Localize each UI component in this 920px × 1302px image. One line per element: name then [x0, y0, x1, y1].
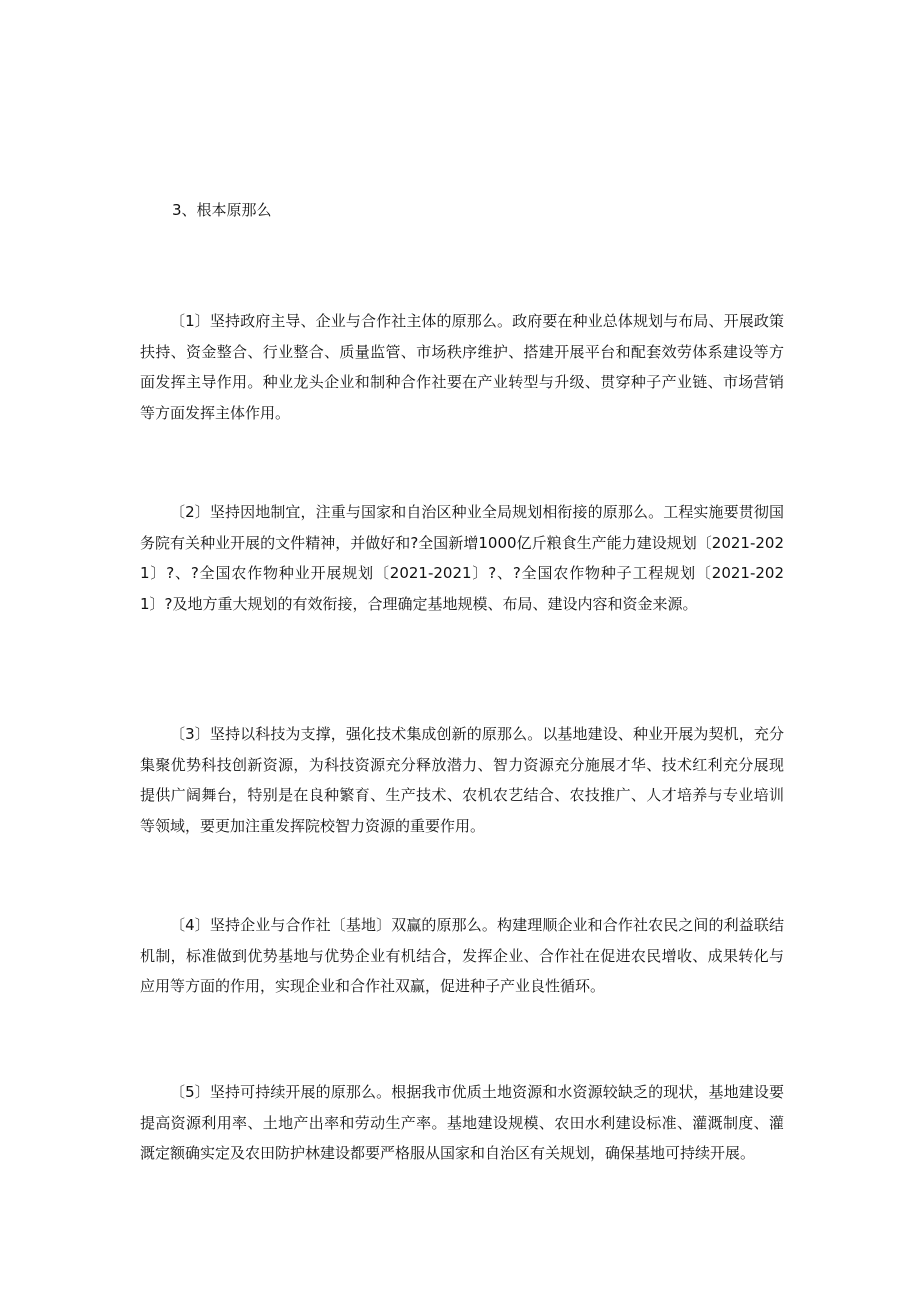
- paragraph-principle-1: 〔1〕坚持政府主导、企业与合作社主体的原那么。政府要在种业总体规划与布局、开展政策扶持、资金整合、行业整合、质量监管、市场秩序维护、搭建开展平台和配套效劳体系建设等方面发挥主导作用。种业龙头企业和制种合作社要在产业转型与升级、贯穿种子产业链、市场营销等方面发挥主体作用。: [140, 312, 784, 422]
- paragraph-principle-4: 〔4〕坚持企业与合作社〔基地〕双赢的原那么。构建理顺企业和合作社农民之间的利益联结机制，标准做到优势基地与优势企业有机结合，发挥企业、合作社在促进农民增收、成果转化与应用等方面的作用，实现企业和合作社双赢，促进种子产业良性循环。: [140, 916, 784, 995]
- paragraph-principle-3: 〔3〕坚持以科技为支撑，强化技术集成创新的原那么。以基地建设、种业开展为契机，充分集聚优势科技创新资源，为科技资源充分释放潜力、智力资源充分施展才华、技术红利充分展现提供广阔舞台，特别是在良种繁育、生产技术、农机农艺结合、农技推广、人才培养与专业培训等领域，要更加注重发挥院校智力资源的重要作用。: [140, 725, 784, 835]
- paragraph-principle-5: 〔5〕坚持可持续开展的原那么。根据我市优质土地资源和水资源较缺乏的现状，基地建设要提高资源利用率、土地产出率和劳动生产率。基地建设规模、农田水利建设标准、灌溉制度、灌溉定额确实定及农田防护林建设都要严格服从国家和自治区有关规划，确保基地可持续开展。: [140, 1083, 784, 1162]
- paragraph-principle-2: 〔2〕坚持因地制宜，注重与国家和自治区种业全局规划相衔接的原那么。工程实施要贯彻国务院有关种业开展的文件精神，并做好和?全国新增1000亿斤粮食生产能力建设规划〔2021-2021〕?、?全国农作物种业开展规划〔2021-2021〕?、?全国农作物种子工程规划〔2021-2021〕?及地方重大规划的有效衔接，合理确定基地规模、布局、建设内容和资金来源。: [140, 503, 784, 613]
- section-heading: 3、根本原那么: [172, 201, 272, 219]
